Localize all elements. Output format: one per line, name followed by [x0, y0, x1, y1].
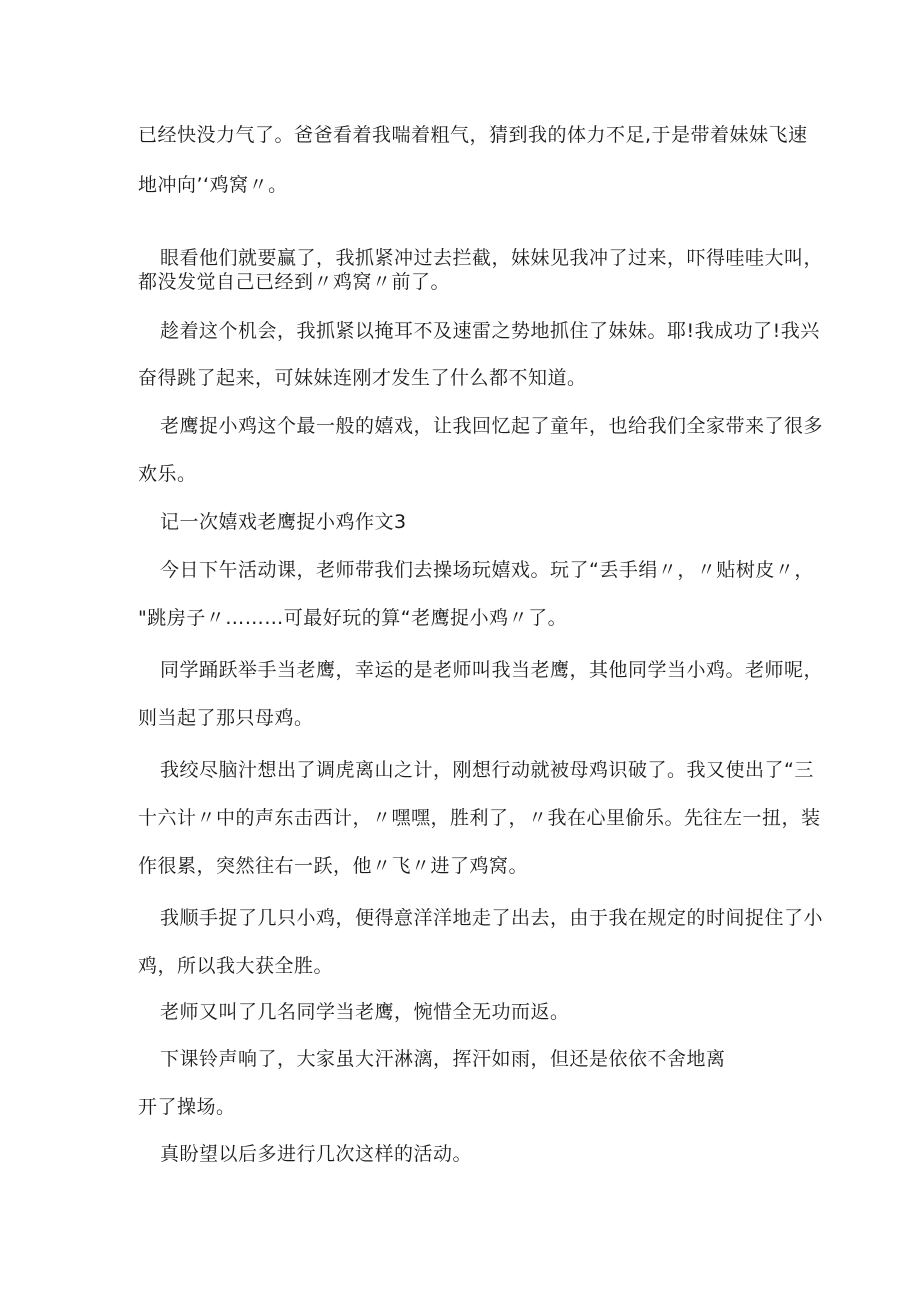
text-line: 鸡，所以我大获全胜。 — [138, 955, 334, 977]
text-line: 十六计〃中的声东击西计，〃嘿嘿，胜利了，〃我在心里偷乐。先往左一扭，装 — [138, 807, 821, 829]
text-line: 真盼望以后多进行几次这样的活动。 — [160, 1143, 473, 1165]
text-line: 眼看他们就要赢了，我抓紧冲过去拦截，妹妹见我冲了过来，吓得哇哇大叫， — [160, 247, 824, 269]
text-line: 则当起了那只母鸡。 — [138, 707, 314, 729]
text-line: 都没发觉自己已经到〃鸡窝〃前了。 — [138, 271, 451, 293]
text-line: 我顺手捉了几只小鸡，便得意洋洋地走了出去，由于我在规定的时间捉住了小 — [160, 907, 824, 929]
text-line: 我绞尽脑汁想出了调虎离山之计，刚想行动就被母鸡识破了。我又使出了“三 — [160, 759, 814, 781]
text-line: 地冲向’‘鸡窝〃。 — [138, 174, 288, 196]
text-line: 开了操场。 — [138, 1096, 236, 1118]
text-line: 下课铃声响了，大家虽大汗淋漓，挥汗如雨，但还是依依不舍地离 — [160, 1048, 726, 1070]
text-line: 奋得跳了起来，可妹妹连刚才发生了什么都不知道。 — [138, 367, 587, 389]
text-line: 趁着这个机会，我抓紧以掩耳不及速雷之势地抓住了妹妹。耶!我成功了!我兴 — [160, 320, 820, 342]
text-line: 老鹰捉小鸡这个最一般的嬉戏，让我回忆起了童年，也给我们全家带来了很多 — [160, 415, 824, 437]
text-line: 欢乐。 — [138, 463, 197, 485]
text-line: "跳房子〃………可最好玩的算“老鹰捉小鸡〃了。 — [138, 607, 568, 629]
text-line: 今日下午活动课，老师带我们去操场玩嬉戏。玩了“丢手绢〃，〃贴树皮〃， — [160, 559, 814, 581]
text-line: 老师又叫了几名同学当老鹰，惋惜全无功而返。 — [160, 1001, 570, 1023]
text-line: 已经快没力气了。爸爸看着我喘着粗气，猜到我的体力不足,于是带着妹妹飞速 — [138, 124, 808, 146]
section-heading: 记一次嬉戏老鹰捉小鸡作文3 — [160, 511, 407, 533]
text-line: 作很累，突然往右一跃，他〃飞〃进了鸡窝。 — [138, 855, 529, 877]
text-line: 同学踊跃举手当老鹰，幸运的是老师叫我当老鹰，其他同学当小鸡。老师呢， — [160, 659, 824, 681]
